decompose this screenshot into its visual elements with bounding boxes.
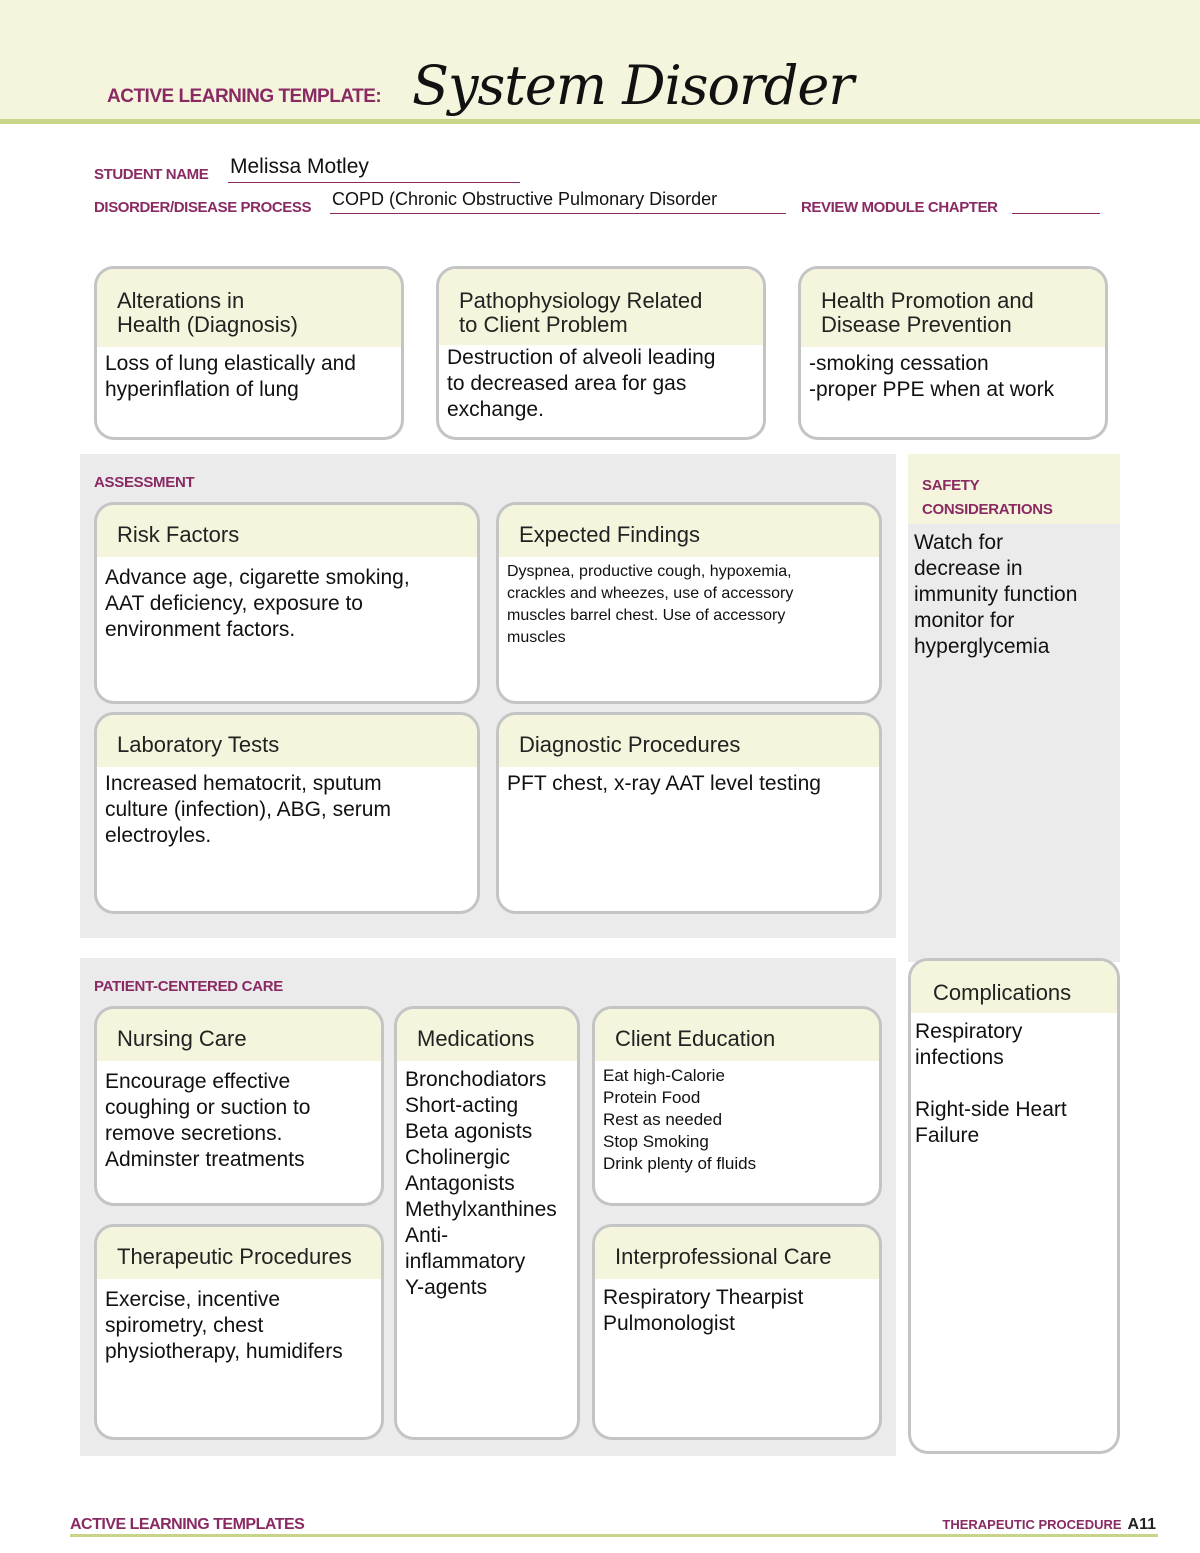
laboratory-tests-body[interactable]: Increased hematocrit, sputum culture (infection), ABG, serum electroyles.: [105, 772, 391, 847]
alterations-box: [94, 266, 404, 440]
assessment-label: ASSESSMENT: [94, 474, 195, 491]
health-promotion-box: [798, 266, 1108, 440]
health-promotion-body[interactable]: -smoking cessation -proper PPE when at work: [809, 352, 1055, 401]
patient-care-label: PATIENT-CENTERED CARE: [94, 978, 283, 995]
pathophysiology-title: Pathophysiology Related to Client Problem: [459, 288, 703, 337]
expected-findings-title: Expected Findings: [519, 522, 700, 547]
health-promotion-title: Health Promotion and Disease Prevention: [821, 288, 1034, 337]
disorder-value[interactable]: COPD (Chronic Obstructive Pulmonary Disorder: [332, 189, 718, 209]
review-module-line[interactable]: [1012, 213, 1100, 214]
diagnostic-procedures-body[interactable]: PFT chest, x-ray AAT level testing: [507, 772, 821, 795]
student-name-line: [228, 182, 520, 183]
risk-factors-box: [94, 502, 480, 704]
laboratory-tests-title: Laboratory Tests: [117, 732, 280, 757]
alterations-title: Alterations in Health (Diagnosis): [117, 288, 298, 337]
therapeutic-procedures-title: Therapeutic Procedures: [117, 1244, 352, 1269]
disorder-label: DISORDER/DISEASE PROCESS: [94, 199, 312, 216]
interprofessional-care-body[interactable]: Respiratory Thearpist Pulmonologist: [603, 1286, 804, 1335]
safety-body[interactable]: Watch for decrease in immunity function monitor for hyperglycemia: [914, 531, 1078, 658]
template-title: System Disorder: [412, 54, 854, 117]
complications-body[interactable]: Respiratory infections Right-side Heart Failure: [915, 1020, 1067, 1147]
medications-title: Medications: [417, 1026, 535, 1051]
client-education-title: Client Education: [615, 1026, 776, 1051]
risk-factors-body[interactable]: Advance age, cigarette smoking, AAT deficiency, exposure to environment factors.: [105, 566, 410, 641]
expected-findings-body[interactable]: Dyspnea, productive cough, hypoxemia, crackles and wheezes, use of accessory muscles barrel chest. Use of accessory muscles: [507, 563, 794, 646]
diagnostic-procedures-title: Diagnostic Procedures: [519, 732, 741, 757]
diagnostic-procedures-box: [496, 712, 882, 914]
expected-findings-box: [496, 502, 882, 704]
template-label: ACTIVE LEARNING TEMPLATE:: [107, 86, 382, 107]
footer-rule: [70, 1534, 1158, 1537]
therapeutic-procedures-box: [94, 1224, 384, 1440]
nursing-care-title: Nursing Care: [117, 1026, 247, 1051]
student-name-value[interactable]: Melissa Motley: [230, 155, 369, 178]
footer-page-number: A11: [1127, 1516, 1156, 1533]
client-education-box: [592, 1006, 882, 1206]
alterations-body[interactable]: Loss of lung elastically and hyperinflation of lung: [105, 352, 356, 401]
pathophysiology-body[interactable]: Destruction of alveoli leading to decreased area for gas exchange.: [447, 346, 716, 421]
therapeutic-procedures-body[interactable]: Exercise, incentive spirometry, chest physiotherapy, humidifers: [105, 1288, 343, 1363]
footer-left-label: ACTIVE LEARNING TEMPLATES: [70, 1516, 305, 1533]
complications-box: [908, 958, 1120, 1454]
complications-title: Complications: [933, 980, 1072, 1005]
footer-right: [942, 1516, 1156, 1534]
page-header: [0, 0, 1200, 124]
student-name-label: STUDENT NAME: [94, 166, 209, 183]
disorder-line: [330, 213, 786, 214]
client-education-body[interactable]: Eat high-Calorie Protein Food Rest as needed Stop Smoking Drink plenty of fluids: [603, 1066, 757, 1173]
nursing-care-box: [94, 1006, 384, 1206]
safety-label: SAFETY CONSIDERATIONS: [922, 477, 1053, 518]
risk-factors-title: Risk Factors: [117, 522, 240, 547]
medications-body[interactable]: Bronchodiators Short-acting Beta agonists Cholinergic Antagonists Methylxanthines Anti- inflammatory Y-agents: [405, 1068, 557, 1299]
interprofessional-care-box: [592, 1224, 882, 1440]
medications-box: [394, 1006, 580, 1440]
review-module-label: REVIEW MODULE CHAPTER: [801, 199, 998, 216]
pathophysiology-box: [436, 266, 766, 440]
laboratory-tests-box: [94, 712, 480, 914]
nursing-care-body[interactable]: Encourage effective coughing or suction to remove secretions. Adminster treatments: [105, 1070, 311, 1171]
footer-right-label: THERAPEUTIC PROCEDURE: [942, 1517, 1122, 1532]
interprofessional-care-title: Interprofessional Care: [615, 1244, 832, 1269]
